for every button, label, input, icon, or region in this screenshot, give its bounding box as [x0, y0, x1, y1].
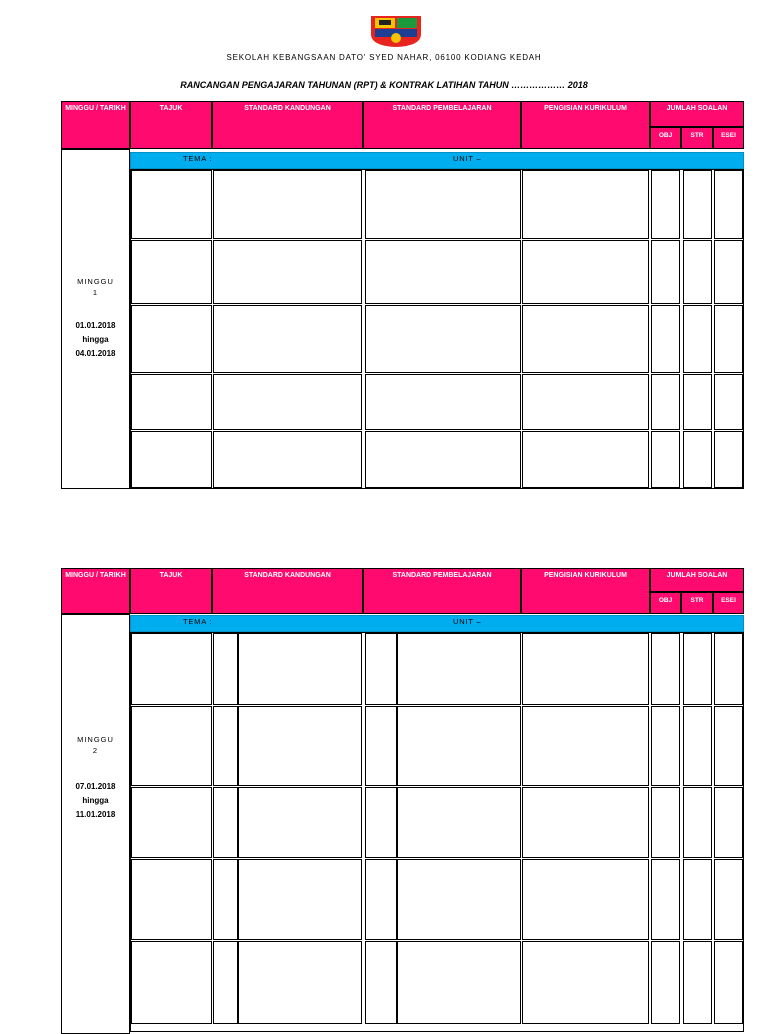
table-cell [213, 787, 238, 858]
school-logo [369, 14, 423, 48]
table-cell [365, 305, 521, 373]
table-cell [213, 170, 362, 239]
school-name: SEKOLAH KEBANGSAAN DATO' SYED NAHAR, 06100 KODIANG KEDAH [226, 53, 542, 62]
header-standard-kandungan: STANDARD KANDUNGAN [212, 101, 363, 149]
table-cell [683, 431, 712, 488]
table-cell [131, 374, 212, 430]
unit-label: UNIT – [453, 154, 482, 163]
table-cell [522, 305, 649, 373]
table-cell [651, 170, 680, 239]
table-cell [683, 859, 712, 940]
header-standard-pembelajaran: STANDARD PEMBELAJARAN [363, 101, 521, 149]
table-cell [651, 240, 680, 304]
header-standard-kandungan: STANDARD KANDUNGAN [212, 568, 363, 614]
table-cell [238, 706, 362, 786]
table-cell [397, 787, 521, 858]
table-cell [213, 431, 362, 488]
table-cell [714, 305, 743, 373]
table-cell [397, 706, 521, 786]
table-cell [238, 859, 362, 940]
unit-label: UNIT – [453, 617, 482, 626]
table-cell [397, 633, 521, 705]
week-dates: 07.01.2018 hingga 11.01.2018 [75, 782, 116, 819]
document-title: RANCANGAN PENGAJARAN TAHUNAN (RPT) & KONTRAK LATIHAN TAHUN ……………… 2018 [180, 80, 588, 90]
week-cell-2 [61, 614, 130, 1034]
table-cell [714, 240, 743, 304]
header-jumlah-soalan: JUMLAH SOALAN [650, 568, 744, 592]
table-cell [131, 170, 212, 239]
table-cell [714, 706, 743, 786]
table-cell [651, 859, 680, 940]
table-cell [131, 941, 212, 1024]
table-cell [365, 633, 397, 705]
table-cell [397, 941, 521, 1024]
table-cell [213, 374, 362, 430]
table-cell [522, 859, 649, 940]
table-cell [238, 941, 362, 1024]
table-cell [683, 787, 712, 858]
table-cell [365, 787, 397, 858]
table-cell [131, 305, 212, 373]
table-cell [714, 374, 743, 430]
table-cell [651, 431, 680, 488]
header-str: STR [681, 592, 713, 614]
table-cell [651, 305, 680, 373]
header-obj: OBJ [650, 127, 681, 149]
table-cell [651, 706, 680, 786]
table-cell [651, 941, 680, 1024]
tema-unit-band [130, 152, 744, 169]
header-minggu: MINGGU / TARIKH [61, 101, 130, 149]
table-cell [522, 170, 649, 239]
header-str: STR [681, 127, 713, 149]
table-cell [238, 787, 362, 858]
table-cell [522, 787, 649, 858]
table-cell [365, 374, 521, 430]
header-pengisian: PENGISIAN KURIKULUM [521, 568, 650, 614]
table-cell [683, 240, 712, 304]
header-standard-pembelajaran: STANDARD PEMBELAJARAN [363, 568, 521, 614]
header-esei: ESEI [713, 592, 744, 614]
table-cell [522, 374, 649, 430]
table-cell [397, 859, 521, 940]
week-label: MINGGU 1 [77, 277, 114, 297]
table-cell [651, 633, 680, 705]
table-cell [365, 240, 521, 304]
tema-label: TEMA : [183, 617, 213, 626]
header-obj: OBJ [650, 592, 681, 614]
table-cell [522, 431, 649, 488]
table-cell [683, 374, 712, 430]
table-cell [651, 374, 680, 430]
table-cell [683, 305, 712, 373]
header-tajuk: TAJUK [130, 568, 212, 614]
table-cell [131, 706, 212, 786]
table-cell [714, 170, 743, 239]
table-cell [131, 787, 212, 858]
table-cell [522, 633, 649, 705]
table-cell [522, 941, 649, 1024]
table-cell [213, 633, 238, 705]
table-cell [522, 240, 649, 304]
table-cell [131, 431, 212, 488]
table-cell [651, 787, 680, 858]
table-cell [131, 633, 212, 705]
header-tajuk: TAJUK [130, 101, 212, 149]
table-cell [683, 633, 712, 705]
table-cell [238, 633, 362, 705]
week-label: MINGGU 2 [77, 735, 114, 755]
header-pengisian: PENGISIAN KURIKULUM [521, 101, 650, 149]
table-cell [213, 706, 238, 786]
table-cell [683, 941, 712, 1024]
table-cell [213, 941, 238, 1024]
tema-label: TEMA : [183, 154, 213, 163]
week-dates: 01.01.2018 hingga 04.01.2018 [75, 321, 116, 358]
table-cell [213, 240, 362, 304]
header-minggu: MINGGU / TARIKH [61, 568, 130, 614]
header-esei: ESEI [713, 127, 744, 149]
table-cell [213, 859, 238, 940]
table-cell [131, 240, 212, 304]
table-cell [131, 859, 212, 940]
table-cell [365, 431, 521, 488]
table-cell [714, 941, 743, 1024]
table-cell [365, 170, 521, 239]
table-cell [365, 706, 397, 786]
table-cell [714, 859, 743, 940]
table-cell [365, 859, 397, 940]
table-cell [365, 941, 397, 1024]
header-jumlah-soalan: JUMLAH SOALAN [650, 101, 744, 127]
table-cell [714, 633, 743, 705]
table-cell [213, 305, 362, 373]
table-cell [522, 706, 649, 786]
table-cell [714, 431, 743, 488]
table-cell [683, 170, 712, 239]
tema-unit-band [130, 615, 744, 632]
table-cell [714, 787, 743, 858]
table-cell [683, 706, 712, 786]
